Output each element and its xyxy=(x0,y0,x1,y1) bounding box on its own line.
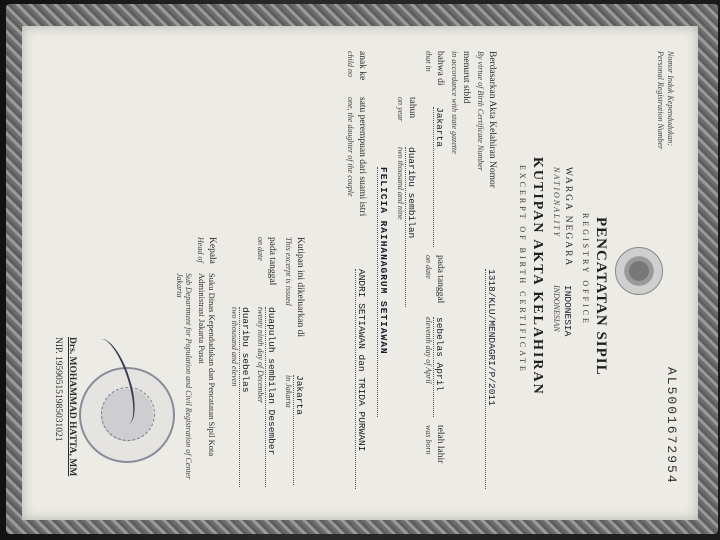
child-of-label-en: one, the daughter of the couple xyxy=(346,97,355,197)
born-label-en: was born xyxy=(424,425,433,455)
office-name-en: Sub Department for Population and Civil Registration of Center Jakarta xyxy=(175,273,193,480)
issued-date-value: duapuluh sembilan Desember xyxy=(265,307,277,487)
date-value-en: eleventh day of April xyxy=(424,317,433,384)
garuda-emblem-icon xyxy=(615,247,663,295)
child-label-en: child no xyxy=(346,51,355,77)
date-label-en: on date xyxy=(424,255,433,279)
child-of-label: satu perempuan dari suami istri xyxy=(357,97,367,217)
serial-number: AL5001672954 xyxy=(664,367,679,485)
that-label: bahwa di xyxy=(435,51,445,86)
born-label: telah lahir xyxy=(435,425,445,464)
document-title: KUTIPAN AKTA KELAHIRAN xyxy=(530,157,545,396)
nik-label: Nomor Induk Kependudukan: xyxy=(666,51,675,147)
year-label-en: on year xyxy=(396,97,405,122)
nik-label-en: Personal Registration Number xyxy=(656,51,665,150)
basis-value: 1318/KLU/MENDAGRI/P/2011 xyxy=(485,269,497,489)
child-name-value: FELICIA RAIHANAGRUM SETIAWAN xyxy=(377,167,389,417)
official-nip: NIP. 195905151985031021 xyxy=(53,337,63,442)
that-label-en: that in xyxy=(424,51,433,72)
date-value: sebelas April xyxy=(433,317,445,417)
issued-year-value-en: two thousand and eleven xyxy=(230,307,239,387)
issued-place-en: in Jakarta xyxy=(284,375,293,408)
according-label-en: in accordance with state gazette xyxy=(450,51,459,154)
place-value: Jakarta xyxy=(433,107,445,247)
office-name: Suku Dinas Kependudukan dan Pencatatan Sipil Kota Administrasi Jakarta Pusat xyxy=(197,273,217,457)
issued-date-label-en: on date xyxy=(256,237,265,261)
head-label-en: Head of xyxy=(196,237,205,263)
issued-date-value-en: twenty ninth day of December xyxy=(256,307,265,403)
parents-value: ANDRI SETIAWAN dan TRIDA PURWANI xyxy=(355,269,367,489)
year-value: duaribu sembilan xyxy=(405,147,417,307)
date-label: pada tanggal xyxy=(435,255,445,304)
document-title-en: EXCERPT OF BIRTH CERTIFICATE xyxy=(518,165,527,374)
basis-label: Berdasarkan Akta Kelahiran Nomor xyxy=(487,51,497,188)
year-value-en: two thousand and nine xyxy=(396,147,405,220)
nationality-value: INDONESIA xyxy=(562,285,573,337)
issued-year-value: duaribu sebelas xyxy=(239,307,251,487)
year-label: tahun xyxy=(407,97,417,119)
issued-date-label: pada tanggal xyxy=(267,237,277,286)
head-label: Kepala xyxy=(207,237,217,264)
nationality-label-en: NATIONALITY xyxy=(552,167,561,239)
issued-label-en: This excerpt is issued xyxy=(284,237,293,306)
basis-label-en: By virtue of Birth Certificate Number xyxy=(476,51,485,171)
certificate-document xyxy=(35,37,685,507)
issued-label: Kutipan ini dikeluarkan di xyxy=(295,237,305,337)
office-title-en: REGISTRY OFFICE xyxy=(581,213,590,326)
office-title: PENCATATAN SIPIL xyxy=(593,217,609,376)
official-name: Drs. MOHAMMAD HATTA, MM xyxy=(67,337,77,477)
issued-place: Jakarta xyxy=(293,375,305,485)
child-label: anak ke xyxy=(357,51,367,81)
nik-label-id: Nomor Induk Kependudukan xyxy=(666,51,675,144)
nationality-label: WARGA NEGARA xyxy=(563,167,573,268)
according-label: menurut stbld xyxy=(461,51,471,104)
nationality-value-en: INDONESIAN xyxy=(552,285,561,332)
